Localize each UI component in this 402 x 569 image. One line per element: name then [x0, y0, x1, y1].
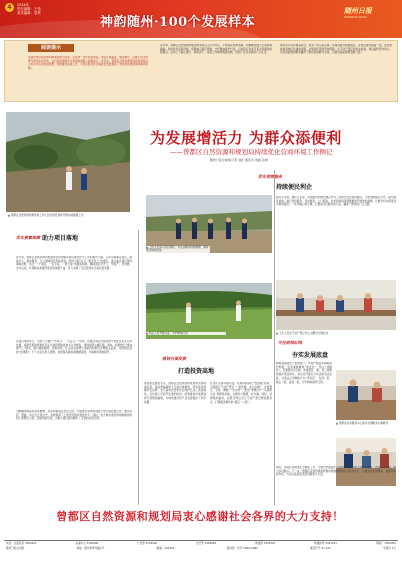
footer-item: 印刷厂 3302052 [375, 542, 396, 545]
body-right-bottom: 同时，该局扎实推进生态修复工作，开展历史遗留矿山治理，推进全域土地综合整治，改善生态环境，助力乡村振兴。下一步，曾都区自然资源和规划局将继续坚持以人民为中心，以更加优质的服务、更加务实的作风，为全区高质量发展贡献更大力量。 [276, 466, 396, 477]
section-title-1: 助力项目落地 [42, 235, 79, 242]
footer [4, 540, 398, 566]
photo-project-site [146, 195, 272, 253]
footer-item: 广告部 3304000 [137, 542, 158, 545]
article-byline: 随州日报全媒体记者 刘洋 通讯员 周涵 张晓 [210, 158, 268, 162]
header-meta-1: 2024年 [17, 3, 30, 7]
lead-text-2: 近年来，曾都区自然资源和规划局坚持以人民为中心，不断深化改革创新，积极推进国土空间规划编制，持续优化营商环境，保障重点项目用地，守牢耕地保护红线，以实际行动书写着为民服务的新篇章。全局上下凝心聚力、真抓实干，各项工作取得明显成效，得到了社会各界的广泛认可。 [160, 44, 272, 55]
section-title-2: 持续便民利企 [276, 184, 313, 191]
header-meta-2: 责任编辑：王伟 [17, 7, 41, 11]
footer-item: 邮编：441300 [156, 547, 175, 550]
footer-item: 零售价 1元 [383, 547, 396, 550]
section-label-3: 规划引领发展 [162, 356, 186, 361]
photo-registration-center [276, 280, 396, 330]
article-title: 为发展增活力 为群众添便利 [150, 129, 342, 147]
lead-text-1: 在随州市自然资源和规划局的大院里，有这样一支年轻的团队，他们扎根基层、服务群众，以敢于担当的勇气和务实的作风，在自然资源保护与利用的道路上砥砺前行。近年来，曾都区自然资源和规划局坚持以人民为中心的发展思想，统筹推进各项工作，为全区经济社会高质量发展提供了坚实的资源保障和服务保障。 [28, 56, 148, 71]
body-left-bottom: 为破解用地指标紧张难题，该局积极盘活存量土地，开展批而未供和闲置土地专项处置行动，通过收回、置换、协议出让等方式，有效提高了土地节约集约利用水平。同时，加大城乡建设用地增减挂钩和土地整治力度，拓展用地空间，为重大项目建设腾出了宝贵的发展空间。 [16, 410, 132, 421]
section-head-1 [16, 233, 78, 242]
section-label-1: 优化要素保障 [16, 234, 40, 240]
thanks-banner: 曾都区自然资源和规划局衷心感谢社会各界的大力支持！ [56, 510, 344, 523]
photo-survey-site [6, 112, 130, 212]
page-number: 4 [5, 3, 14, 12]
section-label-4: 守住底线红线 [278, 340, 302, 345]
photo-caption-right2: ▲ 曾都区政务服务中心窗口热情服务办事群众 [336, 422, 389, 425]
body-right-top: 服务无止境，便民无止步。该局始终把群众满意作为工作的出发点和落脚点，不断创新服务方式，提升服务质效。推行预约服务、延时服务、上门服务，为老弱病残等特殊群体开辟绿色通道，让群众切实感受到办事的温度。一件件暖心的小事，汇聚成为民服务的大爱，赢得了群众的广泛点赞。 [276, 196, 396, 207]
footer-item: 邮发代号 37-120 [310, 547, 331, 550]
article-subtitle: ——曾都区自然资源和规划局持续优化营商环境工作侧记 [170, 148, 333, 156]
page-title: 神韵随州·100个发展样本 [100, 15, 256, 30]
footer-item: 地址：随州市青年路1号 [76, 547, 105, 550]
section-head-4 [278, 340, 302, 346]
section-head-2-title [276, 182, 312, 191]
photo-service-window [336, 370, 396, 420]
newspaper-logo: 随州日报 [344, 6, 372, 15]
header-meta-3: 美术编辑：袁昊 [17, 11, 41, 15]
lead-text-3: 他们用行动诠释着担当，用实干书写着忠诚。在服务群众的最前沿，在项目建设的第一线，处处都能看到他们忙碌的身影。从规划引领到用地保障，从不动产登记到执法监察，他们始终坚守初心，以优质高效的服务赢得了群众的信赖与支持，为建设美丽曾都贡献力量。 [280, 44, 392, 55]
photo-caption-right1: ▲ 工作人员在不动产登记中心为群众办理业务 [276, 332, 329, 335]
photo-caption-left: ▲ 曾都区自然资源和规划局工作人员在项目现场开展实地勘察工作 [8, 214, 84, 217]
body-left-mid: 在项目审批环节，该局大力推行“多审合一、多证合一”改革，将建设项目用地预审与选址意见书合并办理，将建设用地规划许可证与建设用地批准书合并核发，审批时限大幅压缩。同时，积极推行“拿地即开工”模式，通过提前辅导、并联审批，让企业在取得土地的同时即可办理相关证照，实现项目落地“加速跑”。不少企业负责人感慨，审批服务越来越便捷高效，办事效率明显提升。 [16, 340, 132, 355]
section-head-4-title [292, 350, 328, 359]
section-label-2: 优化营商服务 [258, 174, 282, 179]
section-head-2 [258, 174, 282, 180]
footer-item: 随州日报社出版 [6, 547, 25, 550]
footer-item: 国内统一刊号 CN42-0080 [226, 547, 258, 550]
footer-item: 采编中心 3302896 [75, 542, 99, 545]
section-title-4: 夯实发展底盘 [292, 352, 329, 359]
photo-caption-mid2: ▲ 执法人员开展巡查，守护耕地红线 [146, 332, 226, 335]
section-head-3 [162, 356, 186, 362]
footer-item: 电话：总值班室 3309421 [6, 542, 37, 545]
section-title-3: 打造投资高地 [178, 368, 215, 375]
body-left-top: 近年来，曾都区自然资源和规划局坚持把服务项目建设作为工作的重中之重，主动对接重点项目，提前介入、靠前服务，全力保障项目用地需求。坚持“项目为王、服务至上”的理念，建立重点项目用地保障台账，实行“一个项目、一名专班、一套方案”的服务机制，确保项目早开工、早投产、早见效。去年以来，共保障各类建设项目用地数千亩，有力支撑了全区经济社会高质量发展。 [16, 256, 132, 271]
body-mid-col2: 在优化营商环境方面，该局持续深化“放管服”改革，全面推行不动产登记“一窗受理、并行办理”，实现登记、交易、缴税“一次办好”。推出“带押过户”“交房即交证”等便民举措，让群众少跑腿、好办事。同时，延伸服务触角，在银行网点设立不动产登记便民服务点，打通服务群众的“最后一公里”。 [210, 382, 272, 404]
footer-row-2 [4, 546, 398, 551]
photo-farmland-patrol [146, 283, 272, 339]
lead-tag: 阅读提示 [28, 44, 74, 52]
body-right-mid: 耕地是粮食生产的命根子。该局严格落实耕地保护制度，坚决遏制耕地“非农化”、防止“非粮化”，全面落实田长制，构建起区、镇、村三级耕地保护责任体系。常态化开展卫片执法和动态巡查，对违法占用耕地行为“零容忍”，发现一起、制止一起、查处一起，守牢耕地保护红线。 [276, 362, 332, 384]
footer-item: 发行部 3302681 [196, 542, 217, 545]
body-mid-col1: 规划是发展的龙头。曾都区自然资源和规划局坚持规划引领，高标准编制国土空间总体规划，科学划定城镇开发边界、永久基本农田和生态保护红线三条控制线，优化国土空间开发保护格局。统筹推进详细规划和专项规划编制，为城市建设和产业发展提供了科学依据。 [144, 382, 206, 404]
footer-item: 网络部 3322081 [255, 542, 276, 545]
footer-item: 新媒体部 3321051 [314, 542, 337, 545]
photo-caption-mid1: ▲ 工作人员深入项目现场，为企业解决用地难题，确保项目顺利落地 [146, 246, 209, 253]
section-head-3-title [178, 366, 214, 375]
newspaper-logo-sub: SUIZHOU DAILY [344, 15, 368, 19]
